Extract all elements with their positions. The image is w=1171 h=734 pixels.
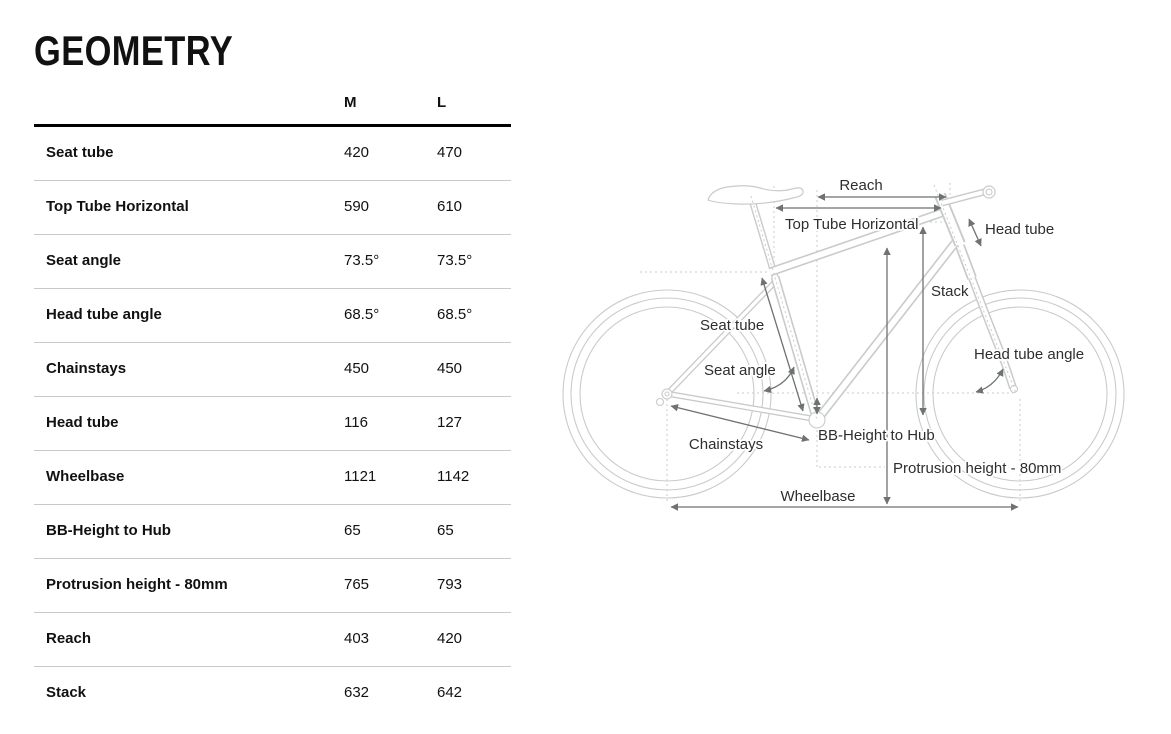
row-value-l: 127: [437, 414, 463, 431]
chainstays-label: Chainstays: [688, 436, 764, 453]
row-value-m: 68.5°: [344, 306, 380, 323]
row-label: Protrusion height - 80mm: [46, 576, 228, 593]
protrusion-height-label: Protrusion height - 80mm: [893, 460, 1062, 477]
row-value-m: 403: [344, 630, 370, 647]
column-header-l: L: [437, 94, 447, 111]
column-header-m: M: [344, 94, 357, 111]
row-value-m: 65: [344, 522, 361, 539]
row-value-l: 450: [437, 360, 463, 377]
head-tube-label: Head tube: [985, 221, 1055, 238]
row-label: Head tube angle: [46, 306, 162, 323]
front-dropout: [1011, 386, 1018, 393]
row-value-l: 1142: [437, 468, 470, 485]
row-value-l: 642: [437, 684, 463, 701]
fork: [960, 246, 1013, 388]
row-value-l: 68.5°: [437, 306, 473, 323]
table-row: [34, 343, 511, 397]
seat-tube-label: Seat tube: [700, 317, 765, 334]
row-value-l: 793: [437, 576, 463, 593]
top-tube-horizontal-label: Top Tube Horizontal: [785, 216, 919, 233]
page-title: GEOMETRY: [34, 27, 234, 74]
row-label: Head tube: [46, 414, 119, 431]
row-value-l: 470: [437, 144, 463, 161]
table-row: [34, 667, 511, 720]
row-label: Top Tube Horizontal: [46, 198, 189, 215]
wheelbase-label: Wheelbase: [780, 488, 856, 505]
table-row: [34, 127, 511, 181]
row-value-m: 116: [344, 414, 368, 431]
row-value-m: 632: [344, 684, 370, 701]
head-tube-angle-arc: [976, 369, 1003, 392]
row-value-l: 73.5°: [437, 252, 473, 269]
row-value-m: 420: [344, 144, 370, 161]
stack-label: Stack: [931, 283, 969, 300]
table-header-row: [34, 86, 511, 127]
bb-height-label: BB-Height to Hub: [818, 427, 935, 444]
row-value-m: 73.5°: [344, 252, 380, 269]
table-row: [34, 613, 511, 667]
head-tube-arrow: [969, 219, 981, 246]
row-value-l: 65: [437, 522, 454, 539]
row-label: Chainstays: [46, 360, 127, 377]
handlebar-grip: [983, 186, 995, 198]
row-label: Stack: [46, 684, 87, 701]
bike-geometry-diagram: [550, 160, 1171, 530]
chain-stay: [669, 394, 815, 419]
row-label: Seat tube: [46, 144, 114, 161]
table-row: [34, 181, 511, 235]
row-label: Reach: [46, 630, 92, 647]
row-value-l: 610: [437, 198, 463, 215]
bottom-bracket: [809, 412, 825, 428]
seat-angle-label: Seat angle: [704, 362, 776, 379]
table-row: [34, 559, 511, 613]
head-tube-angle-label: Head tube angle: [974, 346, 1085, 363]
stem: [942, 192, 984, 203]
table-row: [34, 397, 511, 451]
row-value-m: 765: [344, 576, 370, 593]
row-label: BB-Height to Hub: [46, 522, 171, 539]
row-label: Wheelbase: [46, 468, 125, 485]
saddle: [708, 186, 803, 204]
row-value-m: 450: [344, 360, 370, 377]
table-row: [34, 289, 511, 343]
table-row: [34, 505, 511, 559]
table-row: [34, 235, 511, 289]
chainstays-arrow: [671, 406, 809, 440]
geometry-table: [34, 86, 511, 720]
table-row: [34, 451, 511, 505]
rear-hub: [657, 389, 673, 406]
reach-label: Reach: [839, 177, 883, 194]
row-label: Seat angle: [46, 252, 122, 269]
row-value-l: 420: [437, 630, 463, 647]
row-value-m: 590: [344, 198, 370, 215]
row-value-m: 1121: [344, 468, 377, 485]
